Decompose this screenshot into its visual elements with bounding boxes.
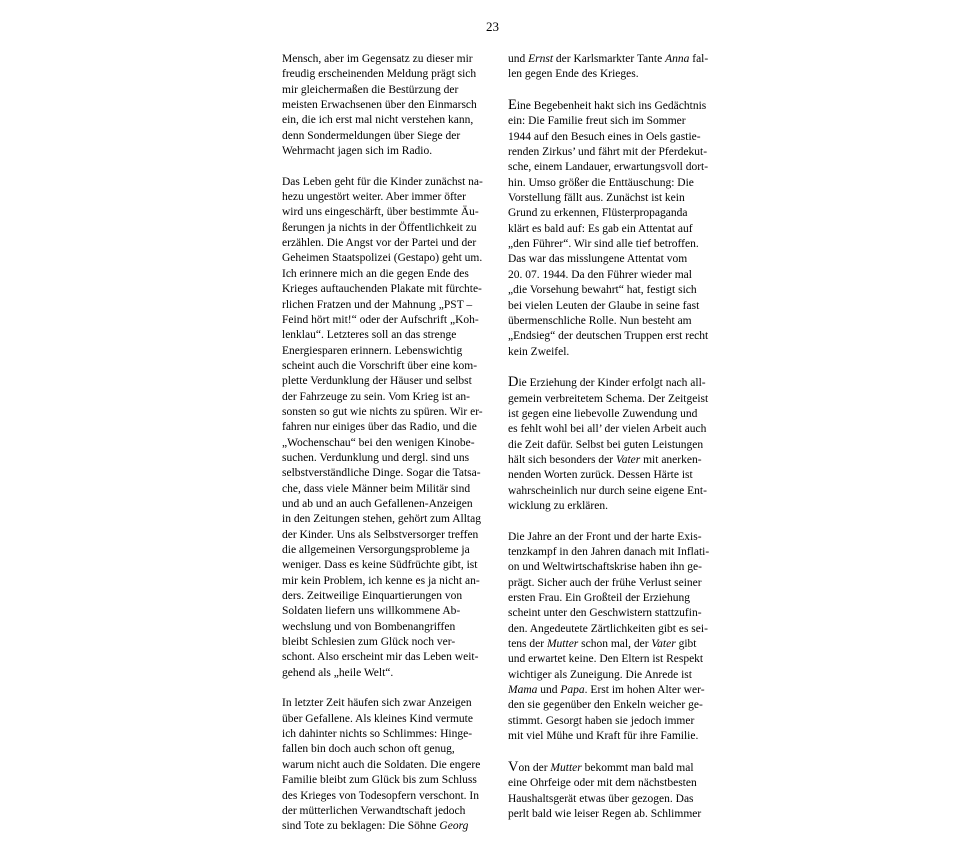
text-line: wechslung und von Bombenangriffen [282, 620, 456, 633]
text-line: wahrscheinlich nur durch seine eigene Ent- [508, 484, 707, 497]
text-line: tenzkampf in den Jahren danach mit Inflati- [508, 546, 710, 558]
text-line: übermenschliche Rolle. Nun besteht am [508, 314, 692, 327]
paragraph [508, 530, 713, 745]
text-line: ßerungen ja nichts in der Öffentlichkeit zu [282, 221, 477, 234]
text-line: kein Zweifel. [508, 345, 570, 358]
text-line: in den Zeitungen stehen, gehört zum Alltag [282, 513, 481, 526]
text-line: fallen bin doch auch schon oft genug, [282, 743, 455, 756]
text-line: und erwartet keine. Den Eltern ist Respekt [508, 653, 704, 666]
text-line: lenklau“. Letzteres soll an das strenge [282, 329, 457, 342]
text-line: Vorstellung fällt aus. Zunächst ist kein [508, 192, 685, 205]
text-line: Von der Mutter bekommt man bald mal [508, 758, 694, 775]
text-line: rlichen Fratzen und der Mahnung „PST – [282, 298, 473, 311]
text-line: perlt bald wie leiser Regen ab. Schlimmer [508, 807, 702, 820]
text-line: mir gleichermaßen die Bestürzung der [282, 83, 459, 96]
text-line: Mama und Papa. Erst im hohen Alter wer- [508, 684, 705, 697]
text-line: nenden Worten zurück. Dessen Härte ist [508, 469, 693, 482]
text-line: Energiesparen erinnern. Lebenswichtig [282, 344, 463, 357]
text-line: scheint unter den Geschwistern stattzufin- [508, 607, 702, 620]
text-line: der Kinder. Uns als Selbstversorger treffen [282, 528, 479, 541]
text-line: Das Leben geht für die Kinder zunächst na- [282, 175, 483, 188]
text-line: Geheimen Staatspolizei (Gestapo) geht um. [282, 252, 483, 265]
text-line: gemein verbreitetem Schema. Der Zeitgeist [508, 392, 709, 405]
text-line: Das war das misslungene Attentat vom [508, 253, 688, 266]
text-line: es fehlt wohl bei all’ der vielen Arbeit auch [508, 423, 707, 436]
left-text-column [282, 52, 482, 850]
text-line: Feind hört mit!“ oder der Aufschrift „Koh- [282, 313, 479, 326]
text-line: plette Verdunklung der Häuser und selbst [282, 375, 472, 388]
text-line: sonsten so gut wie nichts zu spüren. Wir er- [282, 405, 483, 418]
text-line: meisten Erwachsenen über den Einmarsch [282, 99, 477, 112]
text-line: Die Jahre an der Front und der harte Exis- [508, 530, 702, 543]
text-line: bleibt Schlesien zum Glück noch ver- [282, 636, 456, 649]
text-line: Eine Begebenheit hakt sich ins Gedächtnis [508, 97, 707, 114]
text-line: 1944 auf den Besuch eines in Oels gastie- [508, 130, 701, 143]
text-line: hin. Umso größer die Enttäuschung: Die [508, 176, 694, 189]
paragraph [282, 175, 482, 681]
text-line: warum nicht auch die Soldaten. Die engere [282, 758, 481, 771]
text-line: ersten Frau. Ein Großteil der Erziehung [508, 592, 691, 605]
paragraph [508, 760, 713, 822]
text-line: selbstverständliche Dinge. Sogar die Tatsa- [282, 467, 481, 480]
text-line: che, dass viele Männer beim Militär sind [282, 482, 471, 495]
text-line: Die Erziehung der Kinder erfolgt nach all- [508, 374, 706, 391]
text-line: ein, die ich erst mal nicht verstehen kann, [282, 114, 474, 127]
text-line: hält sich besonders der Vater mit anerken- [508, 453, 702, 466]
text-line: fahren nur einiges über das Radio, und die [282, 421, 477, 434]
text-line: sind Tote zu beklagen: Die Söhne Georg [282, 820, 469, 833]
text-line: Grund zu erkennen, Flüsterpropaganda [508, 207, 688, 220]
text-line: stimmt. Gesorgt haben sie jedoch immer [508, 714, 695, 727]
text-line: ist gegen eine liebevolle Zuwendung und [508, 407, 698, 420]
text-line: über Gefallene. Als kleines Kind vermute [282, 712, 473, 725]
text-line: In letzter Zeit häufen sich zwar Anzeigen [282, 697, 472, 710]
text-line: mit viel Mühe und Kraft für ihre Familie. [508, 730, 699, 743]
text-line: „die Vorsehung bewahrt“ hat, festigt sich [508, 284, 697, 297]
text-line: den. Angedeutete Zärtlichkeiten gibt es sei- [508, 622, 708, 635]
text-line: eine Ohrfeige oder mit dem nächstbesten [508, 777, 697, 790]
text-line: ein: Die Familie freut sich im Sommer [508, 115, 686, 128]
text-line: die Zeit dafür. Selbst bei guten Leistungen [508, 438, 704, 451]
text-line: die allgemeinen Versorgungsprobleme ja [282, 544, 470, 556]
text-line: den sie gegenüber den Enkeln weicher ge- [508, 699, 703, 712]
paragraph [282, 52, 482, 159]
text-line: wichtiger als Zuneigung. Die Anrede ist [508, 668, 692, 681]
text-line: scheint auch die Vorschrift über eine kom- [282, 359, 478, 372]
page-number: 23 [486, 19, 499, 34]
paragraph [508, 52, 713, 83]
text-line: Mensch, aber im Gegensatz zu dieser mir [282, 53, 473, 65]
text-line: Familie bleibt zum Glück bis zum Schluss [282, 774, 477, 787]
text-line: denn Sondermeldungen über Siege der [282, 129, 461, 142]
text-line: gehend als „heile Welt“. [282, 666, 394, 679]
text-line: des Krieges von Todesopfern verschont. In [282, 789, 479, 802]
text-line: Krieges auftauchenden Plakate mit fürchte- [282, 283, 482, 296]
text-line: 20. 07. 1944. Da den Führer wieder mal [508, 268, 692, 281]
text-line: mir kein Problem, ich kenne es ja nicht an- [282, 574, 480, 587]
paragraph [508, 98, 713, 360]
paragraph [282, 696, 482, 834]
text-line: freudig erscheinenden Meldung prägt sich [282, 68, 477, 81]
text-line: wicklung zu erklären. [508, 499, 608, 512]
text-line: prägt. Sicher auch der frühe Verlust seiner [508, 576, 702, 589]
text-line: len gegen Ende des Krieges. [508, 68, 639, 81]
text-line: der mütterlichen Verwandtschaft jedoch [282, 804, 466, 817]
text-line: und ab und an auch Gefallenen-Anzeigen [282, 497, 473, 510]
text-line: suchen. Verdunklung und dergl. sind uns [282, 451, 470, 464]
text-line: on und Weltwirtschaftskrise haben ihn ge- [508, 561, 702, 574]
text-line: ich dahinter nichts so Schlimmes: Hinge- [282, 728, 473, 741]
text-line: hezu ungestört weiter. Aber immer öfter [282, 191, 466, 204]
text-line: bei vielen Leuten der Glaube in seine fast [508, 299, 700, 312]
text-line: und Ernst der Karlsmarkter Tante Anna fal- [508, 53, 709, 65]
text-line: „den Führer“. Wir sind alle tief betroffen. [508, 238, 699, 251]
text-line: Ich erinnere mich an die gegen Ende des [282, 267, 469, 280]
text-line: Wehrmacht jagen sich im Radio. [282, 145, 433, 158]
text-line: „Wochenschau“ bei den wenigen Kinobe- [282, 436, 475, 449]
text-line: Soldaten liefern uns willkommene Ab- [282, 605, 461, 618]
text-line: weniger. Dass es keine Südfrüchte gibt, ist [282, 559, 478, 572]
text-line: erzählen. Die Angst vor der Partei und der [282, 237, 477, 250]
text-line: „Endsieg“ der deutschen Truppen erst recht [508, 330, 709, 343]
text-line: ders. Zeitweilige Einquartierungen von [282, 590, 463, 603]
text-line: schont. Also erscheint mir das Leben weit- [282, 651, 479, 664]
paragraph [508, 375, 713, 514]
text-line: tens der Mutter schon mal, der Vater gibt [508, 638, 697, 651]
text-line: Haushaltsgerät etwas über gezogen. Das [508, 792, 694, 805]
text-line: klärt es bald auf: Es gab ein Attentat auf [508, 222, 693, 235]
text-line: sche, einem Landauer, erwartungsvoll dort- [508, 161, 709, 174]
text-line: wird uns eingeschärft, über bestimmte Äu- [282, 206, 479, 219]
text-line: der Fahrzeuge zu sein. Vom Krieg ist an- [282, 390, 470, 403]
text-line: renden Zirkus’ und fährt mit der Pferdekut- [508, 146, 708, 159]
